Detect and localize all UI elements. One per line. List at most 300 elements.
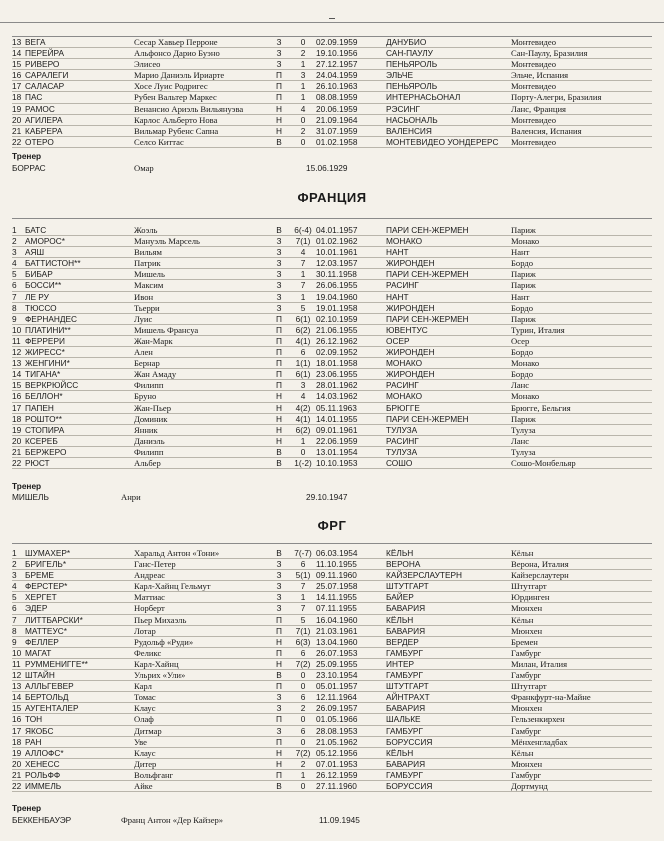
player-caps: 2: [300, 125, 306, 136]
player-club-city: Бордо: [511, 347, 534, 358]
player-birth-date: 04.01.1957: [316, 225, 358, 235]
player-position: П: [276, 335, 282, 346]
player-birth-date: 05.12.1956: [316, 747, 358, 758]
player-full-name: Рубен Вальтер Маркес: [134, 92, 217, 103]
player-birth-date: 01.02.1962: [316, 236, 358, 247]
player-caps: 6(-4): [294, 225, 312, 235]
player-name: АГИЛЕРА: [25, 114, 63, 125]
player-birth-date: 20.06.1959: [316, 103, 358, 114]
player-birth-date: 25.09.1955: [316, 658, 358, 669]
table-row: [12, 670, 652, 681]
player-club-city: Дортмунд: [511, 780, 548, 791]
player-position: Н: [276, 424, 282, 435]
player-number: 2: [12, 559, 17, 570]
player-club-city: Париж: [511, 269, 536, 280]
player-full-name: Вильям: [134, 247, 162, 258]
player-name: ВЕРКРЮЙСС: [25, 380, 79, 391]
player-name: БРИГЕЛЬ*: [25, 559, 67, 570]
player-number: 16: [12, 391, 22, 402]
player-caps: 1: [300, 435, 306, 446]
player-name: ФЕЛЛЕР: [25, 636, 59, 647]
table-row: [12, 358, 652, 369]
player-club: БОРУССИЯ: [386, 736, 433, 747]
player-name: РУММЕНИГГЕ**: [25, 658, 88, 669]
player-club-city: Монако: [511, 358, 540, 369]
player-caps: 5(1): [295, 570, 311, 581]
player-caps: 1: [300, 291, 306, 302]
player-caps: 0: [300, 681, 306, 692]
player-position: З: [276, 302, 282, 313]
player-full-name: Ален: [134, 347, 153, 358]
player-club-city: Бордо: [511, 302, 534, 313]
player-birth-date: 26.06.1955: [316, 280, 358, 291]
player-name: САРАЛЕГИ: [25, 70, 69, 81]
player-club: ПЕНЬЯРОЛЬ: [386, 81, 438, 92]
player-name: БОССИ**: [25, 280, 62, 291]
player-club: БАВАРИЯ: [386, 703, 426, 714]
player-club: ПАРИ СЕН-ЖЕРМЕН: [386, 313, 469, 324]
player-number: 18: [12, 413, 22, 424]
player-club: ТУЛУЗА: [386, 446, 418, 457]
player-birth-date: 30.11.1958: [316, 269, 357, 280]
player-caps: 4(2): [295, 402, 311, 413]
player-name: АЯШ: [25, 247, 45, 258]
player-name: ПАС: [25, 92, 43, 103]
table-row: [12, 325, 652, 336]
player-birth-date: 22.06.1959: [316, 435, 358, 446]
player-name: РАМОС: [25, 103, 55, 114]
uruguay-squad-table: [12, 36, 652, 148]
player-name: ФЕРСТЕР*: [25, 581, 68, 592]
player-position: З: [276, 703, 282, 714]
player-club: ИНТЕР: [386, 658, 415, 669]
player-club: НАНТ: [386, 291, 409, 302]
player-position: П: [276, 380, 282, 391]
player-club-city: Гамбург: [511, 670, 542, 681]
player-caps: 1: [300, 92, 306, 103]
player-birth-date: 08.08.1959: [316, 92, 358, 103]
player-club: ЭЛЬЧЕ: [386, 70, 413, 81]
player-birth-date: 18.01.1958: [316, 358, 358, 369]
player-birth-date: 21.03.1961: [316, 625, 358, 636]
player-position: П: [276, 736, 282, 747]
player-club: ЖИРОНДЕН: [386, 302, 435, 313]
player-club-city: Верона, Италия: [511, 559, 569, 570]
player-number: 14: [12, 369, 22, 380]
player-club-city: Париж: [511, 225, 536, 235]
table-row: [12, 369, 652, 380]
player-club: ЖИРОНДЕН: [386, 258, 435, 269]
player-club: ПАРИ СЕН-ЖЕРМЕН: [386, 269, 469, 280]
player-position: Н: [276, 402, 282, 413]
player-position: П: [276, 347, 282, 358]
player-full-name: Карл: [134, 681, 152, 692]
player-number: 10: [12, 647, 22, 658]
player-full-name: Вильмар Рубенс Сапна: [134, 125, 219, 136]
player-birth-date: 14.01.1955: [316, 413, 358, 424]
table-row: [12, 92, 652, 103]
player-birth-date: 26.09.1957: [316, 703, 358, 714]
player-name: КСЕРЕБ: [25, 435, 58, 446]
player-birth-date: 11.10.1955: [316, 559, 357, 570]
player-club-city: Ланс, Франция: [511, 103, 567, 114]
player-number: 12: [12, 347, 22, 358]
player-caps: 5: [300, 302, 306, 313]
table-row: [12, 615, 652, 626]
player-number: 20: [12, 435, 22, 446]
player-number: 19: [12, 424, 22, 435]
player-position: П: [276, 714, 282, 725]
player-club: ТУЛУЗА: [386, 424, 418, 435]
player-club: ВЕРОНА: [386, 559, 421, 570]
player-number: 13: [12, 681, 22, 692]
player-name: МАГАТ: [25, 647, 52, 658]
player-club: ВЕРДЕР: [386, 636, 419, 647]
player-caps: 7(2): [295, 658, 311, 669]
top-rule: [0, 22, 664, 23]
player-caps: 7(1): [295, 236, 311, 247]
table-row: [12, 336, 652, 347]
player-name: БЕРТОЛЬД: [25, 692, 69, 703]
player-club: КАЙЗЕРСЛАУТЕРН: [386, 570, 463, 581]
player-club: БАЙЕР: [386, 592, 414, 603]
player-name: РАН: [25, 736, 42, 747]
player-number: 19: [12, 103, 22, 114]
player-caps: 7: [300, 581, 306, 592]
player-number: 17: [12, 725, 22, 736]
player-full-name: Бруно: [134, 391, 157, 402]
player-full-name: Ганс-Петер: [134, 559, 176, 570]
player-club-city: Ланс: [511, 380, 530, 391]
player-club: НАСЬОНАЛЬ: [386, 114, 438, 125]
player-club: РАСИНГ: [386, 280, 419, 291]
player-position: З: [276, 692, 282, 703]
player-caps: 6: [300, 559, 306, 570]
player-club: БАВАРИЯ: [386, 603, 426, 614]
player-caps: 7(1): [295, 625, 311, 636]
player-full-name: Айке: [134, 780, 153, 791]
player-number: 21: [12, 446, 22, 457]
player-name: ЭДЕР: [25, 603, 48, 614]
player-club: ВАЛЕНСИЯ: [386, 125, 432, 136]
player-birth-date: 12.03.1957: [316, 258, 358, 269]
player-full-name: Альфонсо Дарио Буэно: [134, 48, 220, 59]
table-row: [12, 726, 652, 737]
frg-coach-birth-date: 11.09.1945: [319, 815, 360, 825]
player-club-city: Гамбург: [511, 647, 542, 658]
player-club-city: Кёльн: [511, 747, 534, 758]
player-number: 5: [12, 592, 17, 603]
player-birth-date: 02.10.1959: [316, 313, 358, 324]
player-number: 3: [12, 570, 17, 581]
player-position: П: [276, 369, 282, 380]
player-birth-date: 05.11.1963: [316, 402, 357, 413]
player-number: 4: [12, 581, 17, 592]
uruguay-coach-name: БОРРАС: [12, 163, 46, 173]
player-full-name: Патрик: [134, 258, 161, 269]
player-club-city: Кёльн: [511, 548, 534, 558]
player-caps: 0: [300, 714, 306, 725]
player-caps: 7(2): [295, 747, 311, 758]
player-position: З: [276, 258, 282, 269]
player-club-city: Монако: [511, 236, 540, 247]
france-section-title: ФРАНЦИЯ: [297, 190, 367, 205]
player-caps: 5: [300, 614, 306, 625]
player-club: МОНТЕВИДЕО УОНДЕРЕРС: [386, 136, 499, 147]
player-position: В: [276, 446, 282, 457]
player-club: ОСЕР: [386, 335, 410, 346]
player-birth-date: 09.01.1961: [316, 424, 358, 435]
player-caps: 6: [300, 692, 306, 703]
player-position: Н: [276, 747, 282, 758]
table-row: [12, 236, 652, 247]
player-number: 12: [12, 670, 22, 681]
player-number: 22: [12, 136, 22, 147]
player-club-city: Мюнхен: [511, 625, 543, 636]
player-club: РЭСИНГ: [386, 103, 420, 114]
player-club-city: Гамбург: [511, 769, 542, 780]
table-row: [12, 48, 652, 59]
player-name: АМОРОС*: [25, 236, 65, 247]
player-caps: 1: [300, 769, 306, 780]
player-number: 11: [12, 335, 21, 346]
player-full-name: Пьер Михаэль: [134, 614, 187, 625]
table-row: [12, 436, 652, 447]
player-number: 18: [12, 736, 22, 747]
player-full-name: Селсо Киттас: [134, 136, 184, 147]
table-row: [12, 380, 652, 391]
player-position: Н: [276, 413, 282, 424]
uruguay-coach-label: Тренер: [12, 151, 42, 161]
player-position: П: [276, 81, 282, 92]
player-club-city: Монтевидео: [511, 136, 557, 147]
player-full-name: Ивон: [134, 291, 154, 302]
player-number: 21: [12, 125, 22, 136]
player-position: П: [276, 681, 282, 692]
player-club-city: Мюнхен: [511, 758, 543, 769]
table-row: [12, 447, 652, 458]
player-number: 13: [12, 358, 22, 369]
table-row: [12, 770, 652, 781]
table-row: [12, 592, 652, 603]
player-club-city: Гамбург: [511, 725, 542, 736]
table-row: [12, 703, 652, 714]
player-full-name: Дитмар: [134, 725, 162, 736]
player-birth-date: 05.01.1957: [316, 681, 358, 692]
player-caps: 0: [300, 114, 306, 125]
table-row: [12, 280, 652, 291]
player-position: П: [276, 769, 282, 780]
table-row: [12, 70, 652, 81]
player-position: Н: [276, 658, 282, 669]
player-club: БАВАРИЯ: [386, 625, 426, 636]
player-club-city: Тулуза: [511, 424, 536, 435]
player-club-city: Монтевидео: [511, 37, 557, 47]
table-row: [12, 137, 652, 148]
player-full-name: Клаус: [134, 747, 156, 758]
player-club-city: Тулуза: [511, 446, 536, 457]
frg-coach-first-name: Франц Антон «Дер Кайзер»: [121, 815, 224, 825]
player-full-name: Харальд Антон «Тони»: [134, 548, 220, 558]
player-caps: 4: [300, 247, 306, 258]
france-table-top-rule: [12, 218, 652, 219]
player-club-city: Монтевидео: [511, 59, 557, 70]
player-caps: 6(1): [295, 313, 311, 324]
player-position: З: [276, 59, 282, 70]
player-full-name: Карл-Хайнц: [134, 658, 179, 669]
player-full-name: Феликс: [134, 647, 162, 658]
player-full-name: Маттиас: [134, 592, 165, 603]
player-caps: 1(1): [295, 358, 311, 369]
player-club-city: Мёнхенгладбах: [511, 736, 568, 747]
player-club: КЁЛЬН: [386, 747, 414, 758]
player-full-name: Сесар Хавьер Перроне: [134, 37, 218, 47]
player-name: САЛАСАР: [25, 81, 65, 92]
player-name: РОЛЬФФ: [25, 769, 61, 780]
player-full-name: Вольфганг: [134, 769, 174, 780]
player-club: ПАРИ СЕН-ЖЕРМЕН: [386, 225, 469, 235]
player-birth-date: 13.01.1954: [316, 446, 358, 457]
player-birth-date: 21.05.1962: [316, 736, 358, 747]
player-birth-date: 13.04.1960: [316, 636, 358, 647]
player-name: ТИГАНА*: [25, 369, 61, 380]
player-name: РЮСТ: [25, 457, 50, 468]
player-position: З: [276, 48, 282, 59]
player-position: З: [276, 592, 282, 603]
player-club-city: Гельзенкирхен: [511, 714, 565, 725]
table-row: [12, 692, 652, 703]
player-name: ИММЕЛЬ: [25, 780, 62, 791]
player-club: ИНТЕРНАСЬОНАЛ: [386, 92, 461, 103]
player-full-name: Карлос Альберто Нова: [134, 114, 218, 125]
table-row: [12, 737, 652, 748]
player-club: ШТУТГАРТ: [386, 681, 429, 692]
player-club-city: Париж: [511, 280, 536, 291]
player-birth-date: 28.01.1962: [316, 380, 358, 391]
table-row: [12, 559, 652, 570]
player-birth-date: 27.11.1960: [316, 780, 357, 791]
table-row: [12, 36, 652, 48]
table-row: [12, 347, 652, 358]
player-full-name: Уве: [134, 736, 147, 747]
player-club: ЮВЕНТУС: [386, 324, 428, 335]
france-coach-birth-date: 29.10.1947: [306, 492, 348, 502]
player-name: БЕРЖЕРО: [25, 446, 67, 457]
player-number: 15: [12, 59, 22, 70]
player-birth-date: 10.01.1961: [316, 247, 358, 258]
player-club-city: Осер: [511, 335, 530, 346]
player-caps: 0: [300, 136, 306, 147]
player-full-name: Ульрих «Ули»: [134, 670, 186, 681]
player-club-city: Турин, Италия: [511, 324, 565, 335]
player-name: ЯКОБС: [25, 725, 54, 736]
player-caps: 1: [300, 81, 306, 92]
france-squad-table: [12, 225, 652, 469]
player-caps: 0: [300, 446, 306, 457]
player-club-city: Штутгарт: [511, 581, 547, 592]
table-row: [12, 659, 652, 670]
player-number: 16: [12, 714, 22, 725]
player-club: ЖИРОНДЕН: [386, 369, 435, 380]
player-number: 17: [12, 81, 22, 92]
player-number: 9: [12, 636, 17, 647]
player-position: В: [276, 670, 282, 681]
player-number: 15: [12, 703, 22, 714]
player-number: 1: [12, 225, 17, 235]
table-row: [12, 603, 652, 614]
player-number: 13: [12, 37, 22, 47]
player-caps: 1: [300, 269, 306, 280]
player-caps: 0: [300, 670, 306, 681]
player-full-name: Доминик: [134, 413, 168, 424]
player-position: П: [276, 625, 282, 636]
player-name: ПЕРЕЙРА: [25, 48, 65, 59]
player-name: БАТТИСТОН**: [25, 258, 81, 269]
player-club: ШАЛЬКЕ: [386, 714, 421, 725]
player-number: 4: [12, 258, 17, 269]
uruguay-coach-birth-date: 15.06.1929: [306, 163, 348, 173]
player-number: 7: [12, 291, 17, 302]
table-row: [12, 759, 652, 770]
player-position: Н: [276, 125, 282, 136]
player-club: МОНАКО: [386, 358, 423, 369]
player-number: 6: [12, 603, 17, 614]
player-name: ТЮССО: [25, 302, 57, 313]
player-birth-date: 12.11.1964: [316, 692, 357, 703]
player-name: БИБАР: [25, 269, 53, 280]
player-position: Н: [276, 758, 282, 769]
table-row: [12, 303, 652, 314]
player-name: СТОПИРА: [25, 424, 65, 435]
player-position: В: [276, 225, 282, 235]
player-caps: 2: [300, 48, 306, 59]
player-name: РОШТО**: [25, 413, 63, 424]
player-name: ПАПЕН: [25, 402, 54, 413]
player-caps: 1: [300, 59, 306, 70]
player-full-name: Мануэль Марсель: [134, 236, 200, 247]
player-full-name: Максим: [134, 280, 164, 291]
player-full-name: Карл-Хайнц Гельмут: [134, 581, 211, 592]
player-club-city: Монтевидео: [511, 81, 557, 92]
player-birth-date: 26.07.1953: [316, 647, 358, 658]
player-club: ДАНУБИО: [386, 37, 427, 47]
player-name: КАБРЕРА: [25, 125, 63, 136]
player-full-name: Филипп: [134, 446, 164, 457]
player-position: П: [276, 313, 282, 324]
player-full-name: Янник: [134, 424, 158, 435]
player-number: 2: [12, 236, 17, 247]
player-caps: 2: [300, 758, 306, 769]
player-club: ЖИРОНДЕН: [386, 347, 435, 358]
player-name: АЛЛЬГЕВЕР: [25, 681, 74, 692]
player-full-name: Даниэль: [134, 435, 165, 446]
table-row: [12, 714, 652, 725]
player-name: АУГЕНТАЛЕР: [25, 703, 79, 714]
table-row: [12, 314, 652, 325]
player-number: 22: [12, 780, 22, 791]
player-number: 16: [12, 70, 22, 81]
player-number: 8: [12, 302, 17, 313]
player-position: З: [276, 280, 282, 291]
player-full-name: Тьерри: [134, 302, 160, 313]
player-club-city: Нант: [511, 291, 530, 302]
player-caps: 3: [300, 380, 306, 391]
france-coach-name: МИШЕЛЬ: [12, 492, 49, 502]
player-club: РАСИНГ: [386, 380, 419, 391]
player-position: П: [276, 70, 282, 81]
player-full-name: Мишель Франсуа: [134, 324, 199, 335]
frg-squad-table: [12, 548, 652, 792]
